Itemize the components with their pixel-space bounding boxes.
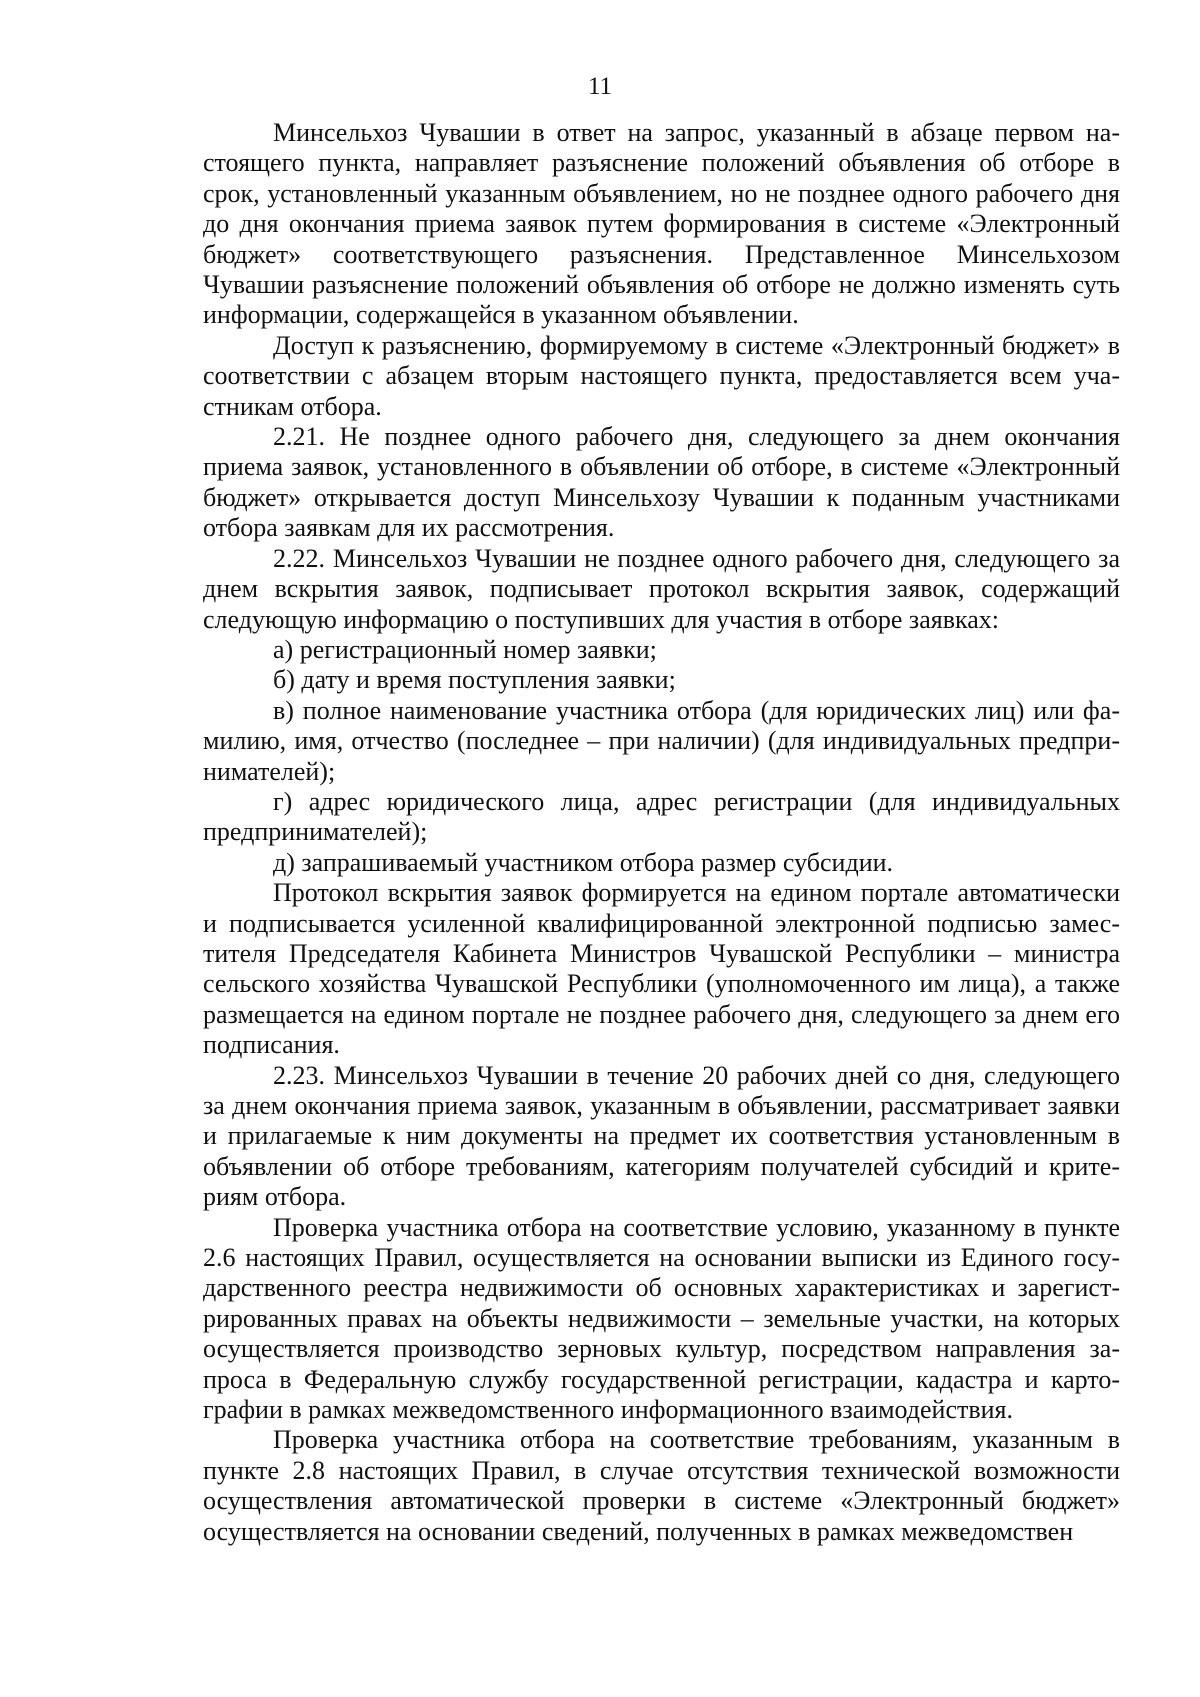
list-item: б) дату и время поступления заявки;: [273, 665, 676, 695]
list-item: г) адрес юридического лица, адрес регистрации (для индивидуальных предпринимателей);: [203, 786, 1120, 847]
paragraph: Проверка участника отбора на соответствие требованиям, указанным в пункте 2.8 настоящих Правил, в случае отсутствия технической возможности осуществления автоматической проверки в системе «Электронный бюджет» осуществляется на основании сведений, полученных в рамках межведомствен: [203, 1425, 1120, 1546]
paragraph: Проверка участника отбора на соответствие условию, указанному в пункте 2.6 настоящих Правил, осуществляется на основании выписки из Единого государственного реестра недвижимости об основных характеристиках и зарегистрированных правах на объекты недвижимости – земельные участки, на которых осуществляется производство зерновых культур, посредством направления запроса в Федеральную службу государственной регистрации, кадастра и картографии в рамках межведомственного информационного взаимодействия.: [203, 1212, 1120, 1425]
list-item: в) полное наименование участника отбора (для юридических лиц) или фамилию, имя, отчество (последнее – при наличии) (для индивидуальных предпринимателей);: [203, 695, 1120, 786]
document-body: [203, 118, 1120, 1547]
list-item: а) регистрационный номер заявки;: [273, 634, 657, 664]
paragraph: Минсельхоз Чувашии в ответ на запрос, указанный в абзаце первом настоящего пункта, направляет разъяснение положений объявления об отборе в срок, установленный указанным объявлением, но не позднее одного рабочего дня до дня окончания приема заявок путем формирования в системе «Электронный бюджет» соответствующего разъяснения. Представленное Минсельхозом Чувашии разъяснение положений объявления об отборе не должно изменять суть информации, содержащейся в указанном объявлении.: [203, 118, 1120, 330]
paragraph: 2.23. Минсельхоз Чувашии в течение 20 рабочих дней со дня, следующего за днем окончания приема заявок, указанным в объявлении, рассматривает заявки и прилагаемые к ним документы на предмет их соответствия установленным в объявлении об отборе требованиям, категориям получателей субсидий и критериям отбора.: [203, 1060, 1120, 1212]
paragraph: Протокол вскрытия заявок формируется на едином портале автоматически и подписывается усиленной квалифицированной электронной подписью заместителя Председателя Кабинета Министров Чувашской Республики – министра сельского хозяйства Чувашской Республики (уполномоченного им лица), а также размещается на едином портале не позднее рабочего дня, следующего за днем его подписания.: [203, 878, 1120, 1060]
list-item: д) запрашиваемый участником отбора размер субсидии.: [273, 847, 894, 877]
paragraph: 2.21. Не позднее одного рабочего дня, следующего за днем окончания приема заявок, установленного в объявлении об отборе, в системе «Электронный бюджет» открывается доступ Минсельхозу Чувашии к поданным участниками отбора заявкам для их рассмотрения.: [203, 422, 1120, 543]
paragraph: 2.22. Минсельхоз Чувашии не позднее одного рабочего дня, следующего за днем вскрытия заявок, подписывает протокол вскрытия заявок, содержащий следующую информацию о поступивших для участия в отборе заявках:: [203, 543, 1120, 634]
page-number: 11: [587, 73, 613, 100]
paragraph: Доступ к разъяснению, формируемому в системе «Электронный бюджет» в соответствии с абзацем вторым настоящего пункта, предоставляется всем участникам отбора.: [203, 330, 1120, 421]
